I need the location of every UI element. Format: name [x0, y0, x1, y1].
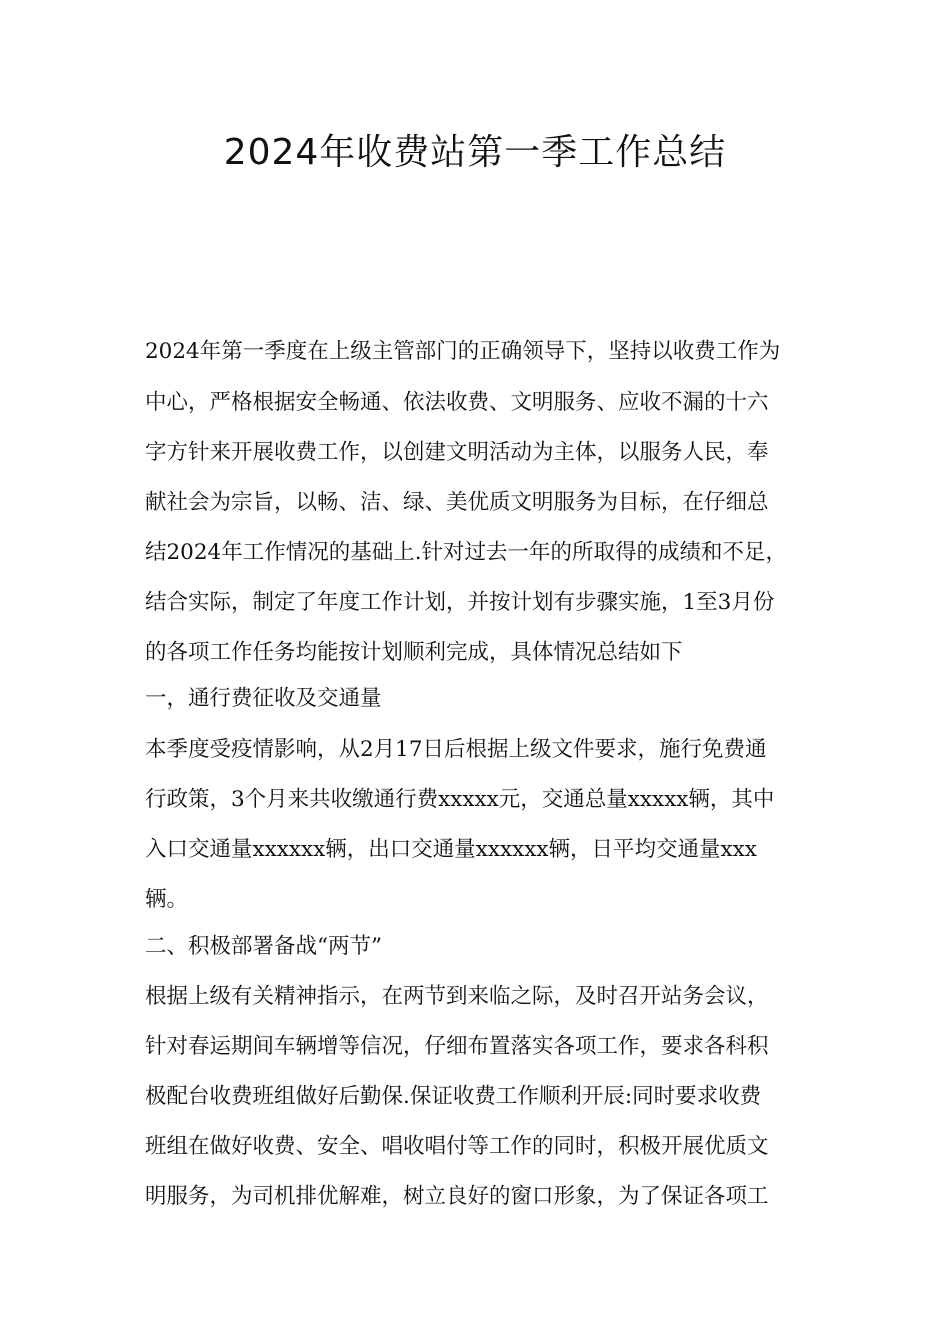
section-heading: 二、积极部署备战“两节” — [145, 934, 382, 959]
body-line: 明服务，为司机排优解难，树立良好的窗口形象，为了保证各项工 — [145, 1184, 769, 1209]
body-line: 行政策，3个月来共收缴通行费xxxxx元，交通总量xxxxx辆，其中 — [145, 787, 775, 812]
body-line: 针对春运期间车辆增等信况，仔细布置落实各项工作，要求各科积 — [145, 1034, 769, 1059]
body-line: 辆。 — [145, 887, 189, 912]
body-line: 本季度受疫情影响，从2月17日后根据上级文件要求，施行免费通 — [145, 737, 767, 762]
body-line: 入口交通量xxxxxx辆，出口交通量xxxxxx辆，日平均交通量xxx — [145, 837, 757, 862]
body-line: 结合实际，制定了年度工作计划，并按计划有步骤实施，1至3月份 — [145, 590, 775, 615]
body-line: 中心，严格根据安全畅通、依法收费、文明服务、应收不漏的十六 — [145, 390, 769, 415]
body-line: 字方针来开展收费工作，以创建文明活动为主体，以服务人民，奉 — [145, 440, 769, 465]
body-line: 的各项工作任务均能按计划顺利完成，具体情况总结如下 — [145, 640, 683, 665]
body-line: 2024年第一季度在上级主管部门的正确领导下，坚持以收费工作为 — [145, 339, 781, 364]
body-line: 根据上级有关精神指示，在两节到来临之际，及时召开站务会议， — [145, 984, 769, 1009]
body-line: 献社会为宗旨，以畅、洁、绿、美优质文明服务为目标，在仔细总 — [145, 490, 769, 515]
body-line: 结2024年工作情况的基础上.针对过去一年的所取得的成绩和不足， — [145, 540, 788, 565]
body-line: 极配台收费班组做好后勤保.保证收费工作顺利开辰:同时要求收费 — [145, 1084, 762, 1109]
document-title: 2024年收费站第一季工作总结 — [223, 132, 727, 173]
body-line: 班组在做好收费、安全、唱收唱付等工作的同时，积极开展优质文 — [145, 1134, 769, 1159]
section-heading: 一，通行费征收及交通量 — [145, 686, 382, 711]
